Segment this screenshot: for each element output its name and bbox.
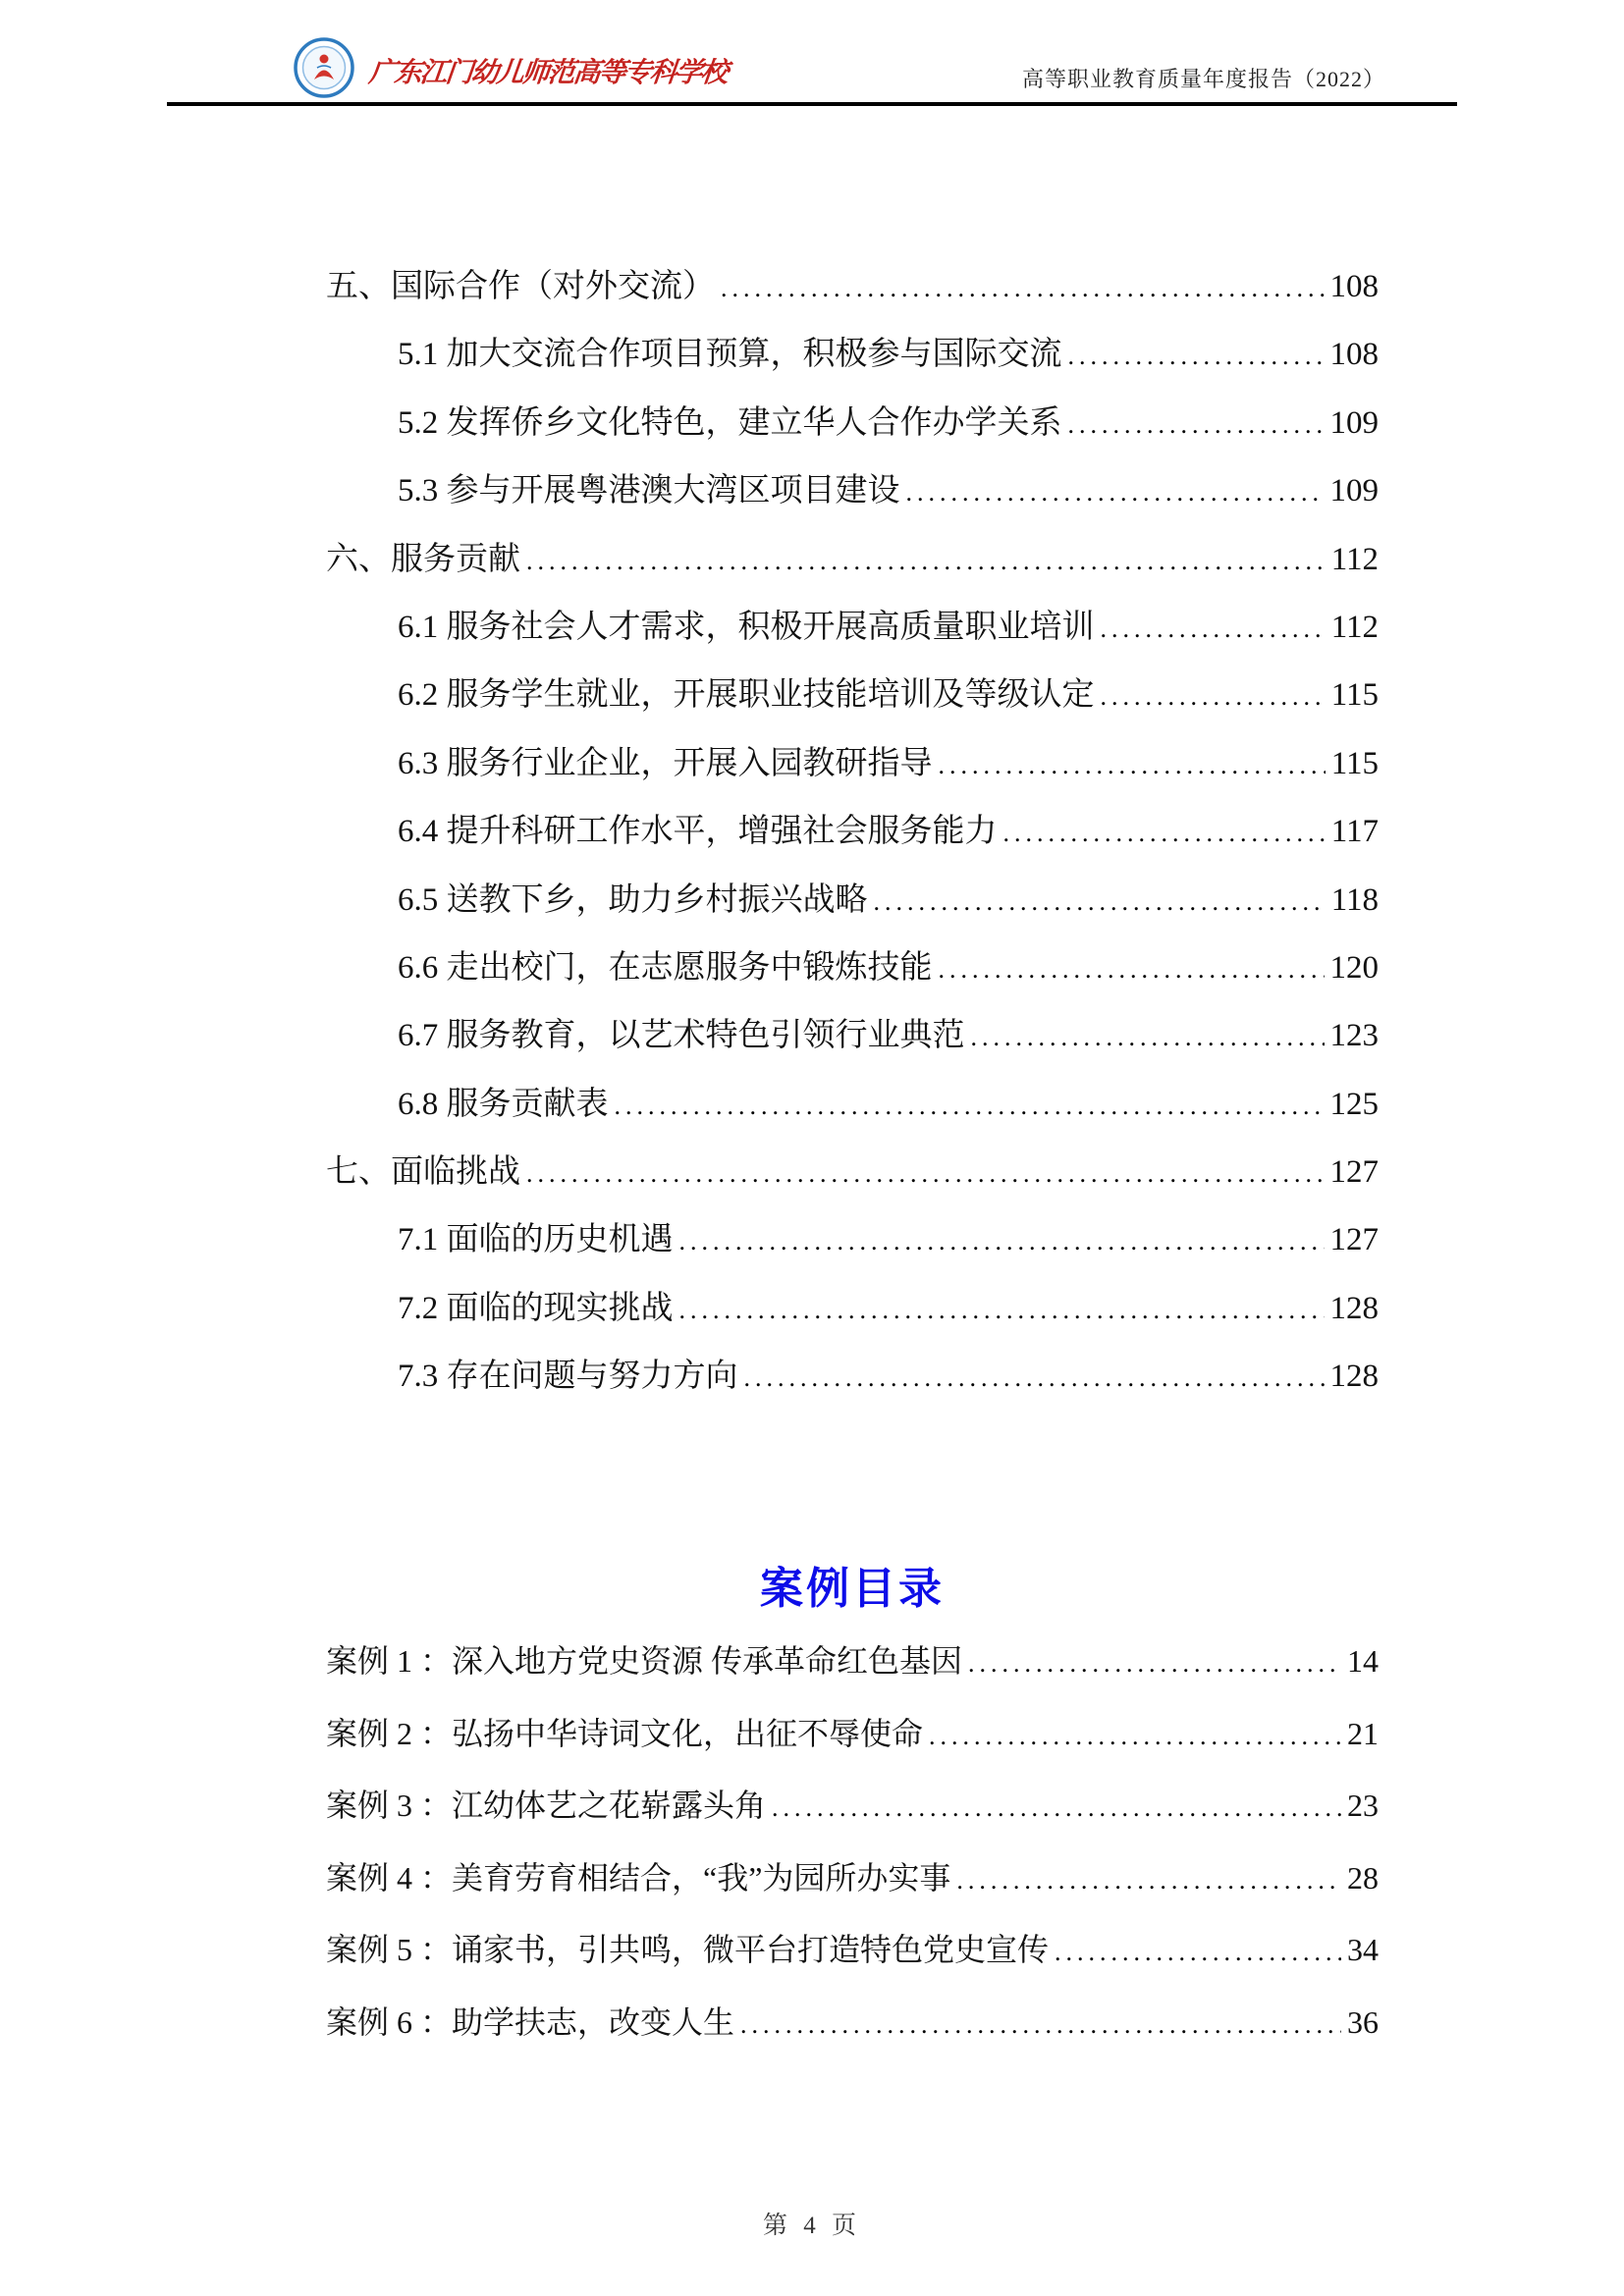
toc-entry — [326, 1071, 1379, 1139]
toc-entry-label: 7.2 面临的现实挑战 — [398, 1290, 674, 1326]
toc-entry-label: 6.2 服务学生就业，开展职业技能培训及等级认定 — [398, 677, 1095, 714]
toc-entry-page: 128 — [1329, 1359, 1379, 1395]
case-entry-label: 案例 3 ：江幼体艺之花崭露头角 — [326, 1788, 767, 1823]
dotted-leader — [679, 1276, 1325, 1344]
toc-entry — [326, 321, 1379, 389]
toc-entry-label: 5.1 加大交流合作项目预算，积极参与国际交流 — [398, 337, 1062, 373]
case-entry-page: 28 — [1347, 1859, 1379, 1896]
toc-entry-page: 127 — [1329, 1154, 1379, 1191]
dotted-leader — [721, 254, 1325, 322]
toc-entry — [326, 594, 1379, 662]
toc-entry-label: 6.1 服务社会人才需求，积极开展高质量职业培训 — [398, 609, 1095, 645]
case-entry-page: 36 — [1347, 2003, 1379, 2040]
toc-entry-label: 7.3 存在问题与努力方向 — [398, 1359, 738, 1395]
toc-entry-page: 120 — [1329, 949, 1379, 986]
dotted-leader — [744, 1344, 1325, 1412]
toc-entry-page: 115 — [1330, 677, 1379, 714]
toc-entry — [326, 934, 1379, 1002]
case-entry-label: 案例 5 ：诵家书，引共鸣，微平台打造特色党史宣传 — [326, 1932, 1050, 1967]
toc-entry — [326, 1275, 1379, 1343]
toc-entry-label: 6.5 送教下乡，助力乡村振兴战略 — [398, 881, 868, 918]
dotted-leader — [939, 731, 1326, 799]
toc-entry-page: 127 — [1329, 1222, 1379, 1258]
school-emblem-icon — [294, 37, 354, 98]
school-name-calligraphy: 广东江门幼儿师范高等专科学校 — [367, 58, 729, 88]
toc-entry-page: 123 — [1329, 1018, 1379, 1054]
toc-entry-label: 五、国际合作（对外交流） — [326, 269, 715, 304]
toc-entry-label: 6.7 服务教育，以艺术特色引领行业典范 — [398, 1018, 965, 1054]
case-entry-label: 案例 2 ：弘扬中华诗词文化，出征不辱使命 — [326, 1715, 924, 1751]
case-entry — [326, 1987, 1379, 2059]
dotted-leader — [740, 1989, 1341, 2061]
toc-entry — [326, 390, 1379, 457]
toc-entry-page: 115 — [1330, 745, 1379, 781]
toc-entry — [326, 867, 1379, 934]
dotted-leader — [526, 1140, 1325, 1207]
dotted-leader — [1101, 663, 1326, 730]
toc-entry-page: 109 — [1329, 473, 1379, 509]
dotted-leader — [1003, 799, 1326, 867]
dotted-leader — [1101, 595, 1326, 663]
dotted-leader — [1068, 391, 1325, 458]
case-entry-page: 34 — [1347, 1932, 1379, 1967]
toc-entry-label: 6.6 走出校门，在志愿服务中锻炼技能 — [398, 949, 933, 986]
case-directory-title: 案例目录 — [760, 1565, 945, 1613]
dotted-leader — [526, 527, 1326, 595]
toc-entry-page: 108 — [1329, 269, 1379, 304]
case-entry — [326, 1914, 1379, 1987]
case-entry-label: 案例 4 ：美育劳育相结合，“我”为园所办实事 — [326, 1859, 951, 1896]
toc-entry-page: 112 — [1330, 609, 1379, 645]
dotted-leader — [1068, 322, 1325, 390]
toc-entry — [326, 1343, 1379, 1411]
case-entry — [326, 1842, 1379, 1915]
toc-entry — [326, 730, 1379, 798]
toc-entry — [326, 662, 1379, 729]
toc-entry-label: 6.3 服务行业企业，开展入园教研指导 — [398, 745, 933, 781]
toc-entry-page: 112 — [1330, 541, 1379, 577]
report-title: 高等职业教育质量年度报告（2022） — [1021, 67, 1385, 91]
toc-entry-label: 5.3 参与开展粤港澳大湾区项目建设 — [398, 473, 900, 509]
header-divider — [167, 102, 1457, 106]
toc-entry-page: 118 — [1330, 881, 1379, 918]
dotted-leader — [929, 1700, 1341, 1773]
case-entry-page: 21 — [1347, 1715, 1379, 1751]
toc-entry-label: 七、面临挑战 — [326, 1154, 520, 1191]
page-number-label: 第 4 页 — [762, 2213, 861, 2239]
toc-entry-page: 108 — [1329, 337, 1379, 373]
toc-entry-page: 117 — [1330, 814, 1379, 850]
toc-entry — [326, 526, 1379, 594]
page-footer — [0, 2206, 1624, 2241]
case-entry — [326, 1698, 1379, 1771]
case-entry — [326, 1770, 1379, 1842]
toc-entry — [326, 798, 1379, 866]
dotted-leader — [906, 458, 1325, 526]
toc-entry-label: 7.1 面临的历史机遇 — [398, 1222, 674, 1258]
case-entry-page: 23 — [1347, 1788, 1379, 1823]
dotted-leader — [971, 1003, 1325, 1071]
toc-entry-label: 六、服务贡献 — [326, 541, 520, 577]
case-directory-section — [326, 1626, 1379, 2058]
toc-entry — [326, 1206, 1379, 1274]
toc-entry-page: 109 — [1329, 404, 1379, 441]
toc-section — [326, 253, 1379, 1412]
dotted-leader — [956, 1844, 1341, 1917]
toc-entry — [326, 457, 1379, 525]
dotted-leader — [615, 1072, 1325, 1140]
case-entry-label: 案例 6 ：助学扶志，改变人生 — [326, 2003, 735, 2040]
toc-entry — [326, 1002, 1379, 1070]
dotted-leader — [772, 1772, 1341, 1844]
dotted-leader — [874, 868, 1326, 935]
dotted-leader — [679, 1207, 1325, 1275]
dotted-leader — [968, 1628, 1341, 1700]
case-entry-label: 案例 1 ：深入地方党史资源 传承革命红色基因 — [326, 1643, 963, 1679]
toc-entry-page: 128 — [1329, 1290, 1379, 1326]
dotted-leader — [1055, 1916, 1341, 1989]
toc-entry-label: 6.4 提升科研工作水平，增强社会服务能力 — [398, 814, 998, 850]
toc-entry — [326, 1139, 1379, 1206]
case-entry-page: 14 — [1347, 1643, 1379, 1679]
case-entry — [326, 1626, 1379, 1698]
toc-entry-label: 5.2 发挥侨乡文化特色，建立华人合作办学关系 — [398, 404, 1062, 441]
toc-entry — [326, 253, 1379, 321]
toc-entry-label: 6.8 服务贡献表 — [398, 1086, 609, 1122]
dotted-leader — [939, 935, 1325, 1003]
toc-entry-page: 125 — [1329, 1086, 1379, 1122]
